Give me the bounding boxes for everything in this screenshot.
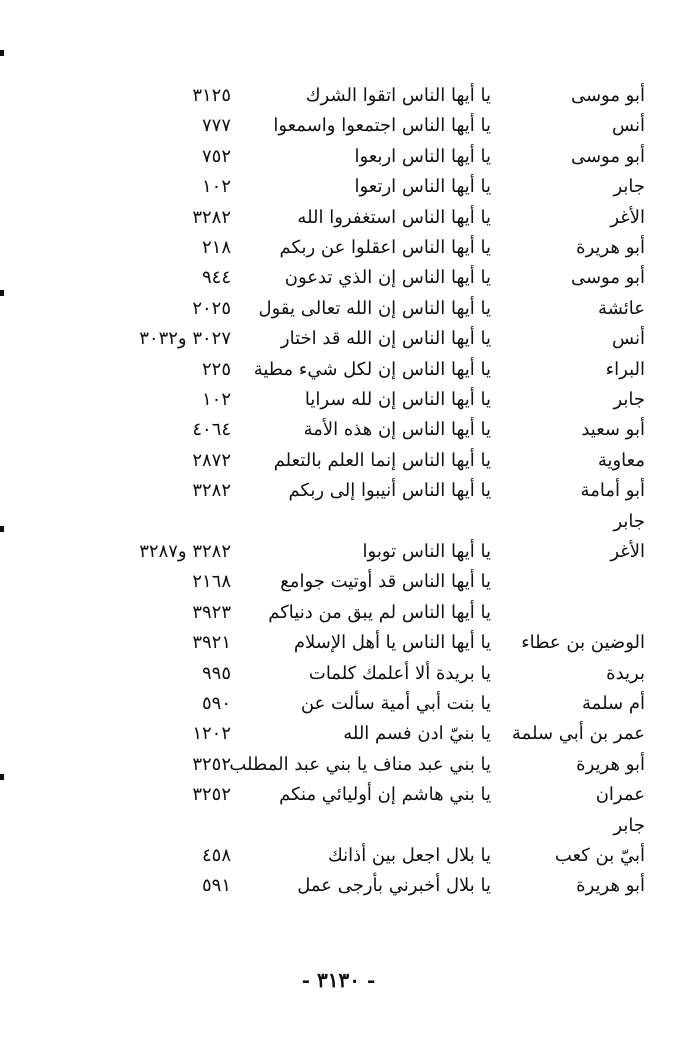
narrator-cell: أنس [612, 115, 645, 136]
hadith-cell: يا أيها الناس إن الله تعالى يقول [258, 298, 491, 319]
reference-cell: ١٢٠٢ [192, 723, 231, 744]
narrator-cell: أبو أمامة [580, 480, 645, 501]
narrator-cell: أنس [612, 328, 645, 349]
table-row [0, 840, 677, 872]
narrator-cell: أبو هريرة [576, 754, 645, 775]
narrator-cell: أبو موسى [570, 146, 645, 167]
hadith-cell: يا أيها الناس توبوا [362, 541, 491, 562]
reference-cell: ٣٩٢٣ [192, 602, 231, 623]
table-row [0, 658, 677, 690]
reference-cell: ٢١٦٨ [192, 571, 231, 592]
table-row [0, 232, 677, 264]
hadith-cell: يا أيها الناس إن الله قد اختار [280, 328, 491, 349]
page-number: - ٣١٣٠ - [301, 968, 376, 992]
table-row [0, 202, 677, 234]
narrator-cell: أبو موسى [570, 267, 645, 288]
table-row [0, 749, 677, 781]
reference-cell: ٣٩٢١ [192, 632, 231, 653]
reference-cell: ٢٢٥ [201, 359, 231, 380]
table-row [0, 171, 677, 203]
reference-cell: ٥٩٠ [201, 693, 231, 714]
reference-cell: ٤٥٨ [201, 845, 231, 866]
hadith-cell: يا أيها الناس اجتمعوا واسمعوا [273, 115, 491, 136]
table-row [0, 779, 677, 811]
hadith-cell: يا بني عبد مناف يا بني عبد المطلب [229, 754, 491, 775]
narrator-cell: جابر [613, 815, 645, 836]
hadith-cell: يا أيها الناس قد أوتيت جوامع [280, 571, 491, 592]
reference-cell: ٣٠٢٧ و٣٠٣٢ [139, 328, 231, 349]
hadith-cell: يا أيها الناس اعقلوا عن ربكم [279, 237, 491, 258]
hadith-cell: يا أيها الناس إن الذي تدعون [284, 267, 491, 288]
reference-cell: ٣١٢٥ [192, 85, 231, 106]
narrator-cell: الأغر [610, 207, 645, 228]
narrator-cell: أبو سعيد [581, 419, 645, 440]
reference-cell: ٤٠٦٤ [192, 419, 231, 440]
reference-cell: ٢٨٧٢ [192, 450, 231, 471]
table-row [0, 445, 677, 477]
hadith-cell: يا بني هاشم إن أوليائي منكم [279, 784, 491, 805]
reference-cell: ٢٠٢٥ [192, 298, 231, 319]
narrator-cell: معاوية [597, 450, 645, 471]
table-row [0, 384, 677, 416]
narrator-cell: الأغر [610, 541, 645, 562]
narrator-cell: عمر بن أبي سلمة [511, 723, 645, 744]
reference-cell: ١٠٢ [201, 389, 231, 410]
table-row [0, 810, 677, 842]
table-row [0, 141, 677, 173]
scan-edge-mark [0, 50, 4, 56]
hadith-cell: يا أيها الناس ارتعوا [354, 176, 491, 197]
table-row [0, 870, 677, 902]
hadith-cell: يا بنت أبي أمية سألت عن [300, 693, 491, 714]
table-row [0, 627, 677, 659]
hadith-cell: يا أيها الناس استغفروا الله [297, 207, 491, 228]
reference-cell: ٩٩٥ [201, 663, 231, 684]
narrator-cell: الوضين بن عطاء [521, 632, 645, 653]
reference-cell: ٧٧٧ [201, 115, 231, 136]
table-row [0, 414, 677, 446]
table-row [0, 323, 677, 355]
table-row [0, 293, 677, 325]
table-row [0, 718, 677, 750]
table-row [0, 506, 677, 538]
reference-cell: ٣٢٨٢ و٣٢٨٧ [139, 541, 231, 562]
table-row [0, 262, 677, 294]
table-row [0, 597, 677, 629]
hadith-cell: يا أيها الناس أنيبوا إلى ربكم [288, 480, 491, 501]
narrator-cell: جابر [613, 389, 645, 410]
hadith-cell: يا بنيّ ادن فسم الله [343, 723, 491, 744]
reference-cell: ٣٢٨٢ [192, 207, 231, 228]
reference-cell: ٣٢٥٢ [192, 754, 231, 775]
hadith-cell: يا أيها الناس إن لكل شيء مطية [253, 359, 491, 380]
narrator-cell: أبو هريرة [576, 237, 645, 258]
hadith-cell: يا بريدة ألا أعلمك كلمات [308, 663, 491, 684]
hadith-cell: يا أيها الناس إنما العلم بالتعلم [273, 450, 491, 471]
hadith-cell: يا أيها الناس إن لله سرايا [304, 389, 491, 410]
narrator-cell: عائشة [598, 298, 645, 319]
reference-cell: ٢١٨ [201, 237, 231, 258]
hadith-cell: يا بلال اجعل بين أذانك [328, 845, 491, 866]
table-row [0, 536, 677, 568]
hadith-cell: يا أيها الناس اتقوا الشرك [305, 85, 491, 106]
reference-cell: ٥٩١ [201, 875, 231, 896]
reference-cell: ١٠٢ [201, 176, 231, 197]
table-row [0, 566, 677, 598]
narrator-cell: أم سلمة [582, 693, 645, 714]
reference-cell: ٣٢٥٢ [192, 784, 231, 805]
reference-cell: ٩٤٤ [201, 267, 231, 288]
hadith-cell: يا أيها الناس إن هذه الأمة [303, 419, 491, 440]
hadith-cell: يا أيها الناس يا أهل الإسلام [293, 632, 491, 653]
table-row [0, 688, 677, 720]
narrator-cell: جابر [613, 176, 645, 197]
table-row [0, 475, 677, 507]
reference-cell: ٧٥٢ [201, 146, 231, 167]
hadith-cell: يا أيها الناس اربعوا [354, 146, 491, 167]
narrator-cell: بريدة [606, 663, 645, 684]
hadith-cell: يا أيها الناس لم يبق من دنياكم [268, 602, 491, 623]
narrator-cell: أبو هريرة [576, 875, 645, 896]
narrator-cell: أبيّ بن كعب [554, 845, 645, 866]
narrator-cell: البراء [605, 359, 645, 380]
table-row [0, 80, 677, 112]
table-row [0, 354, 677, 386]
narrator-cell: جابر [613, 511, 645, 532]
table-row [0, 110, 677, 142]
narrator-cell: عمران [595, 784, 645, 805]
narrator-cell: أبو موسى [570, 85, 645, 106]
hadith-cell: يا بلال أخبرني بأرجى عمل [297, 875, 491, 896]
reference-cell: ٣٢٨٢ [192, 480, 231, 501]
